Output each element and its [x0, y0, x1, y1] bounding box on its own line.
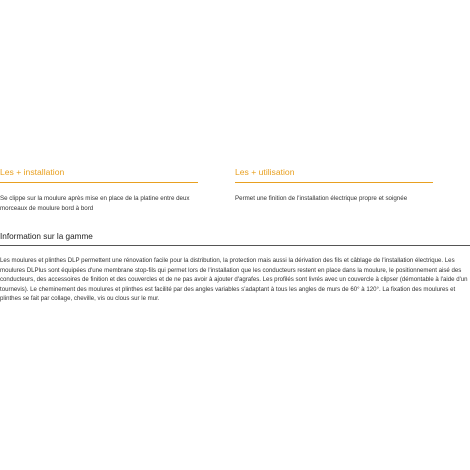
range-info-divider — [0, 245, 470, 246]
benefit-utilisation — [235, 166, 433, 213]
range-info-title: Information sur la gamme — [0, 232, 93, 241]
benefit-installation-text: Se clippe sur la moulure après mise en place de la platine entre deux morceaux de moulure bord à bord — [0, 195, 190, 212]
benefit-utilisation-divider — [235, 182, 433, 183]
benefit-utilisation-text: Permet une finition de l'installation électrique propre et soignée — [235, 195, 408, 202]
benefit-installation-title: Les + installation — [0, 167, 65, 177]
benefit-installation-divider — [0, 182, 198, 183]
range-info-text: Les moulures et plinthes DLP permettent une rénovation facile pour la distribution, la protection mais aussi la dérivation des fils et câblage de l'installation électrique. Les moulures DLPlus sont équipées d'une membrane stop-fils qui permet lors de l'installation que les conducteurs restent en place dans la moulure, le positionnement aisé des conducteurs, des accessoires de finition et des couvercles et de ne pas avoir à ajouter d'agrafes. Les profilés sont livrés avec un couvercle à clipser (démontable à l'aide d'un tournevis). Le cheminement des moulures et plinthes est facilité par des angles variables s'adaptant à tous les angles de murs de 60° à 120°. La fixation des moulures et plinthes se fait par collage, cheville, vis ou clous sur le mur. — [0, 257, 468, 302]
benefits-section — [0, 166, 470, 213]
range-info-section — [0, 231, 470, 304]
benefit-utilisation-title: Les + utilisation — [235, 167, 295, 177]
benefit-installation — [0, 166, 198, 213]
